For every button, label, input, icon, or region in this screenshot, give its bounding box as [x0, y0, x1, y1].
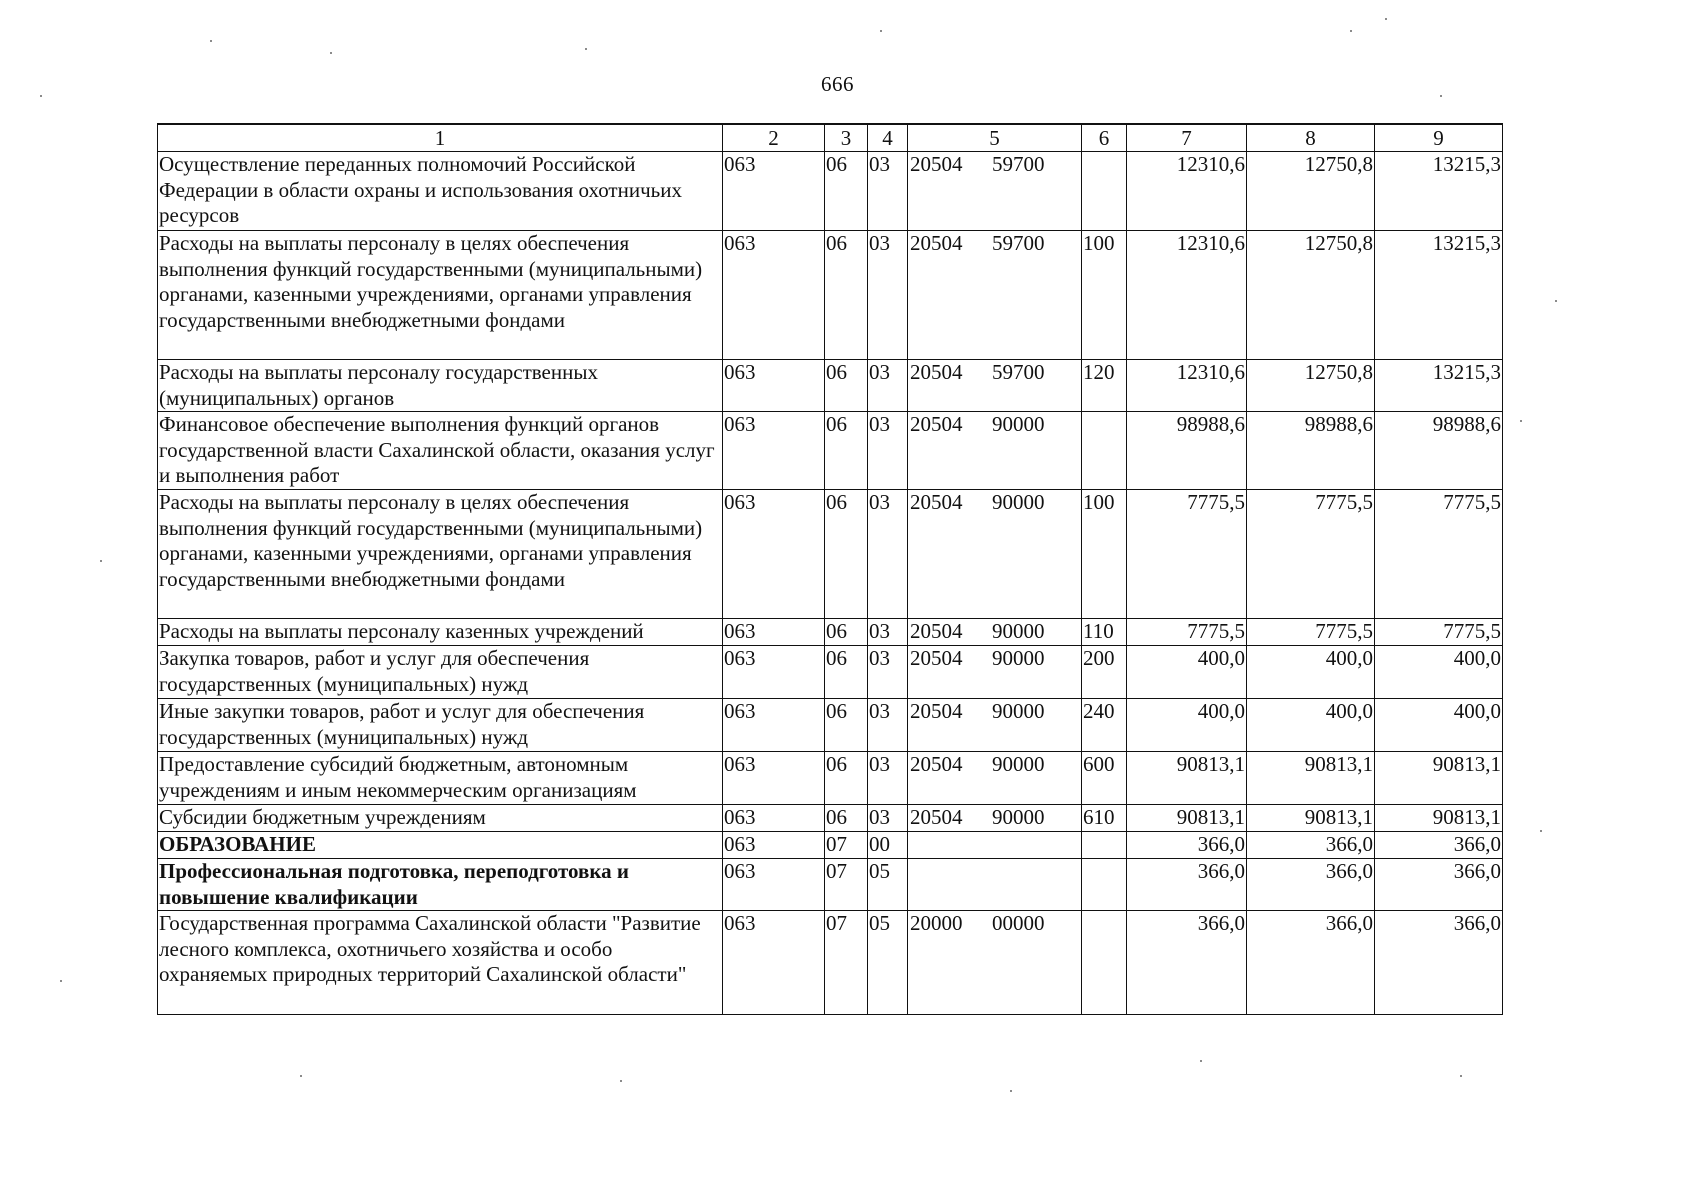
- row-name-cell: Субсидии бюджетным учреждениям: [158, 805, 723, 832]
- section-cell: 07: [825, 832, 868, 859]
- expense-type-cell: [1082, 152, 1127, 231]
- amount-year3-cell: 13215,3: [1375, 231, 1503, 360]
- subsection-cell: 03: [868, 752, 908, 805]
- scan-speck: [1385, 18, 1387, 20]
- admin-code-cell: 063: [723, 360, 825, 412]
- amount-year1-cell: 400,0: [1127, 699, 1247, 752]
- admin-code-cell: 063: [723, 805, 825, 832]
- amount-year2-cell: 400,0: [1247, 699, 1375, 752]
- amount-year1-cell: 12310,6: [1127, 360, 1247, 412]
- section-cell: 06: [825, 490, 868, 619]
- amount-year2-cell: 12750,8: [1247, 360, 1375, 412]
- subsection-cell: 03: [868, 412, 908, 490]
- direction-code: 90000: [992, 805, 1045, 829]
- column-header-7: 7: [1127, 124, 1247, 152]
- section-cell: 06: [825, 699, 868, 752]
- admin-code-cell: 063: [723, 412, 825, 490]
- scan-speck: [1540, 830, 1542, 832]
- section-cell: 07: [825, 911, 868, 1015]
- row-name-cell: Осуществление переданных полномочий Российской Федерации в области охраны и использования охотничьих ресурсов: [158, 152, 723, 231]
- table-row: [158, 360, 1503, 412]
- program-code: 20504: [910, 646, 963, 670]
- expense-type-cell: 100: [1082, 490, 1127, 619]
- page-number: 666: [821, 72, 854, 96]
- column-header-3: 3: [825, 124, 868, 152]
- scan-speck: [1555, 300, 1557, 302]
- target-article-cell: [908, 752, 1082, 805]
- target-article-codes: [909, 152, 1080, 178]
- admin-code-cell: 063: [723, 752, 825, 805]
- table-row: [158, 805, 1503, 832]
- direction-code: 90000: [992, 646, 1045, 670]
- subsection-cell: 03: [868, 805, 908, 832]
- table-row: [158, 619, 1503, 646]
- row-name-cell: Финансовое обеспечение выполнения функций органов государственной власти Сахалинской области, оказания услуг и выполнения работ: [158, 412, 723, 490]
- amount-year2-cell: 400,0: [1247, 646, 1375, 699]
- direction-code: 00000: [992, 911, 1045, 935]
- target-article-codes: [909, 619, 1080, 645]
- target-article-codes: [909, 646, 1080, 672]
- target-article-cell: [908, 646, 1082, 699]
- direction-code: 90000: [992, 699, 1045, 723]
- admin-code-cell: 063: [723, 619, 825, 646]
- table-row: [158, 832, 1503, 859]
- section-cell: 07: [825, 859, 868, 911]
- row-name-cell: Расходы на выплаты персоналу в целях обеспечения выполнения функций государственными (муниципальными) органами, казенными учреждениями, органами управления государственными внебюджетными фондами: [158, 490, 723, 619]
- amount-year1-cell: 366,0: [1127, 911, 1247, 1015]
- target-article-cell: [908, 412, 1082, 490]
- subsection-cell: 03: [868, 619, 908, 646]
- amount-year3-cell: 400,0: [1375, 699, 1503, 752]
- section-cell: 06: [825, 805, 868, 832]
- row-name-cell: Расходы на выплаты персоналу в целях обеспечения выполнения функций государственными (муниципальными) органами, казенными учреждениями, органами управления государственными внебюджетными фондами: [158, 231, 723, 360]
- scan-speck: [880, 30, 882, 32]
- admin-code-cell: 063: [723, 699, 825, 752]
- table-row: [158, 490, 1503, 619]
- expense-type-cell: [1082, 911, 1127, 1015]
- program-code: 20504: [910, 412, 963, 436]
- amount-year1-cell: 7775,5: [1127, 619, 1247, 646]
- target-article-codes: [909, 490, 1080, 516]
- amount-year2-cell: 366,0: [1247, 859, 1375, 911]
- target-article-cell: [908, 231, 1082, 360]
- amount-year1-cell: 90813,1: [1127, 805, 1247, 832]
- target-article-cell: [908, 911, 1082, 1015]
- program-code: 20504: [910, 231, 963, 255]
- subsection-cell: 05: [868, 911, 908, 1015]
- amount-year2-cell: 12750,8: [1247, 231, 1375, 360]
- program-code: 20504: [910, 152, 963, 176]
- admin-code-cell: 063: [723, 832, 825, 859]
- target-article-codes: [909, 412, 1080, 438]
- target-article-codes: [909, 231, 1080, 257]
- program-code: 20000: [910, 911, 963, 935]
- table-row: [158, 752, 1503, 805]
- admin-code-cell: 063: [723, 859, 825, 911]
- amount-year3-cell: 7775,5: [1375, 490, 1503, 619]
- direction-code: 90000: [992, 752, 1045, 776]
- target-article-cell: [908, 360, 1082, 412]
- direction-code: 59700: [992, 152, 1045, 176]
- column-header-2: 2: [723, 124, 825, 152]
- amount-year1-cell: 7775,5: [1127, 490, 1247, 619]
- expense-type-cell: [1082, 832, 1127, 859]
- amount-year3-cell: 90813,1: [1375, 752, 1503, 805]
- section-cell: 06: [825, 646, 868, 699]
- program-code: 20504: [910, 752, 963, 776]
- table-row: [158, 911, 1503, 1015]
- table-row: [158, 859, 1503, 911]
- amount-year2-cell: 366,0: [1247, 911, 1375, 1015]
- column-header-4: 4: [868, 124, 908, 152]
- subsection-cell: 03: [868, 360, 908, 412]
- subsection-cell: 03: [868, 231, 908, 360]
- scan-speck: [40, 95, 42, 97]
- row-name-cell: ОБРАЗОВАНИЕ: [158, 832, 723, 859]
- amount-year2-cell: 7775,5: [1247, 490, 1375, 619]
- amount-year3-cell: 7775,5: [1375, 619, 1503, 646]
- amount-year1-cell: 366,0: [1127, 859, 1247, 911]
- section-cell: 06: [825, 619, 868, 646]
- target-article-cell: [908, 490, 1082, 619]
- target-article-codes: [909, 805, 1080, 831]
- row-name-cell: Расходы на выплаты персоналу государственных (муниципальных) органов: [158, 360, 723, 412]
- direction-code: 90000: [992, 412, 1045, 436]
- column-header-9: 9: [1375, 124, 1503, 152]
- scan-speck: [1440, 95, 1442, 97]
- expense-type-cell: 120: [1082, 360, 1127, 412]
- table-row: [158, 152, 1503, 231]
- column-header-8: 8: [1247, 124, 1375, 152]
- expense-type-cell: 240: [1082, 699, 1127, 752]
- admin-code-cell: 063: [723, 152, 825, 231]
- program-code: 20504: [910, 805, 963, 829]
- subsection-cell: 03: [868, 646, 908, 699]
- amount-year1-cell: 90813,1: [1127, 752, 1247, 805]
- column-header-5: 5: [908, 124, 1082, 152]
- expense-type-cell: 200: [1082, 646, 1127, 699]
- expense-type-cell: 610: [1082, 805, 1127, 832]
- budget-table: [157, 123, 1503, 1015]
- row-name-cell: Государственная программа Сахалинской области "Развитие лесного комплекса, охотничьего хозяйства и особо охраняемых природных территорий Сахалинской области": [158, 911, 723, 1015]
- admin-code-cell: 063: [723, 490, 825, 619]
- section-cell: 06: [825, 231, 868, 360]
- amount-year3-cell: 13215,3: [1375, 360, 1503, 412]
- expense-type-cell: 100: [1082, 231, 1127, 360]
- amount-year3-cell: 400,0: [1375, 646, 1503, 699]
- section-cell: 06: [825, 152, 868, 231]
- scan-speck: [60, 980, 62, 982]
- program-code: 20504: [910, 699, 963, 723]
- section-cell: 06: [825, 412, 868, 490]
- scan-speck: [1460, 1075, 1462, 1077]
- direction-code: 59700: [992, 231, 1045, 255]
- scan-speck: [330, 52, 332, 54]
- table-body: [158, 152, 1503, 1015]
- subsection-cell: 03: [868, 699, 908, 752]
- subsection-cell: 05: [868, 859, 908, 911]
- amount-year1-cell: 12310,6: [1127, 231, 1247, 360]
- target-article-cell: [908, 859, 1082, 911]
- amount-year3-cell: 366,0: [1375, 832, 1503, 859]
- direction-code: 90000: [992, 619, 1045, 643]
- section-cell: 06: [825, 752, 868, 805]
- amount-year2-cell: 7775,5: [1247, 619, 1375, 646]
- target-article-cell: [908, 699, 1082, 752]
- amount-year1-cell: 400,0: [1127, 646, 1247, 699]
- amount-year3-cell: 90813,1: [1375, 805, 1503, 832]
- amount-year2-cell: 98988,6: [1247, 412, 1375, 490]
- section-cell: 06: [825, 360, 868, 412]
- scan-speck: [1350, 30, 1352, 32]
- column-header-6: 6: [1082, 124, 1127, 152]
- scan-speck: [300, 1075, 302, 1077]
- scan-speck: [210, 40, 212, 42]
- direction-code: 90000: [992, 490, 1045, 514]
- target-article-cell: [908, 619, 1082, 646]
- direction-code: 59700: [992, 360, 1045, 384]
- expense-type-cell: [1082, 412, 1127, 490]
- row-name-cell: Расходы на выплаты персоналу казенных учреждений: [158, 619, 723, 646]
- row-name-cell: Профессиональная подготовка, переподготовка и повышение квалификации: [158, 859, 723, 911]
- scan-speck: [100, 560, 102, 562]
- amount-year3-cell: 366,0: [1375, 911, 1503, 1015]
- amount-year1-cell: 98988,6: [1127, 412, 1247, 490]
- subsection-cell: 00: [868, 832, 908, 859]
- row-name-cell: Предоставление субсидий бюджетным, автономным учреждениям и иным некоммерческим организациям: [158, 752, 723, 805]
- header-row: [158, 124, 1503, 152]
- program-code: 20504: [910, 360, 963, 384]
- program-code: 20504: [910, 490, 963, 514]
- admin-code-cell: 063: [723, 231, 825, 360]
- amount-year3-cell: 13215,3: [1375, 152, 1503, 231]
- subsection-cell: 03: [868, 490, 908, 619]
- target-article-cell: [908, 805, 1082, 832]
- admin-code-cell: 063: [723, 911, 825, 1015]
- program-code: 20504: [910, 619, 963, 643]
- scan-speck: [585, 48, 587, 50]
- amount-year1-cell: 366,0: [1127, 832, 1247, 859]
- column-header-1: 1: [158, 124, 723, 152]
- amount-year2-cell: 366,0: [1247, 832, 1375, 859]
- expense-type-cell: 600: [1082, 752, 1127, 805]
- target-article-codes: [909, 699, 1080, 725]
- amount-year2-cell: 90813,1: [1247, 805, 1375, 832]
- amount-year3-cell: 366,0: [1375, 859, 1503, 911]
- subsection-cell: 03: [868, 152, 908, 231]
- table-row: [158, 646, 1503, 699]
- expense-type-cell: 110: [1082, 619, 1127, 646]
- scan-speck: [1200, 1060, 1202, 1062]
- table-row: [158, 699, 1503, 752]
- target-article-codes: [909, 360, 1080, 386]
- admin-code-cell: 063: [723, 646, 825, 699]
- target-article-codes: [909, 752, 1080, 778]
- scan-speck: [1520, 420, 1522, 422]
- target-article-cell: [908, 152, 1082, 231]
- table-row: [158, 231, 1503, 360]
- amount-year3-cell: 98988,6: [1375, 412, 1503, 490]
- amount-year2-cell: 90813,1: [1247, 752, 1375, 805]
- scan-speck: [1010, 1090, 1012, 1092]
- table-row: [158, 412, 1503, 490]
- target-article-codes: [909, 911, 1080, 937]
- scan-speck: [620, 1080, 622, 1082]
- row-name-cell: Иные закупки товаров, работ и услуг для обеспечения государственных (муниципальных) нужд: [158, 699, 723, 752]
- row-name-cell: Закупка товаров, работ и услуг для обеспечения государственных (муниципальных) нужд: [158, 646, 723, 699]
- amount-year2-cell: 12750,8: [1247, 152, 1375, 231]
- target-article-cell: [908, 832, 1082, 859]
- amount-year1-cell: 12310,6: [1127, 152, 1247, 231]
- expense-type-cell: [1082, 859, 1127, 911]
